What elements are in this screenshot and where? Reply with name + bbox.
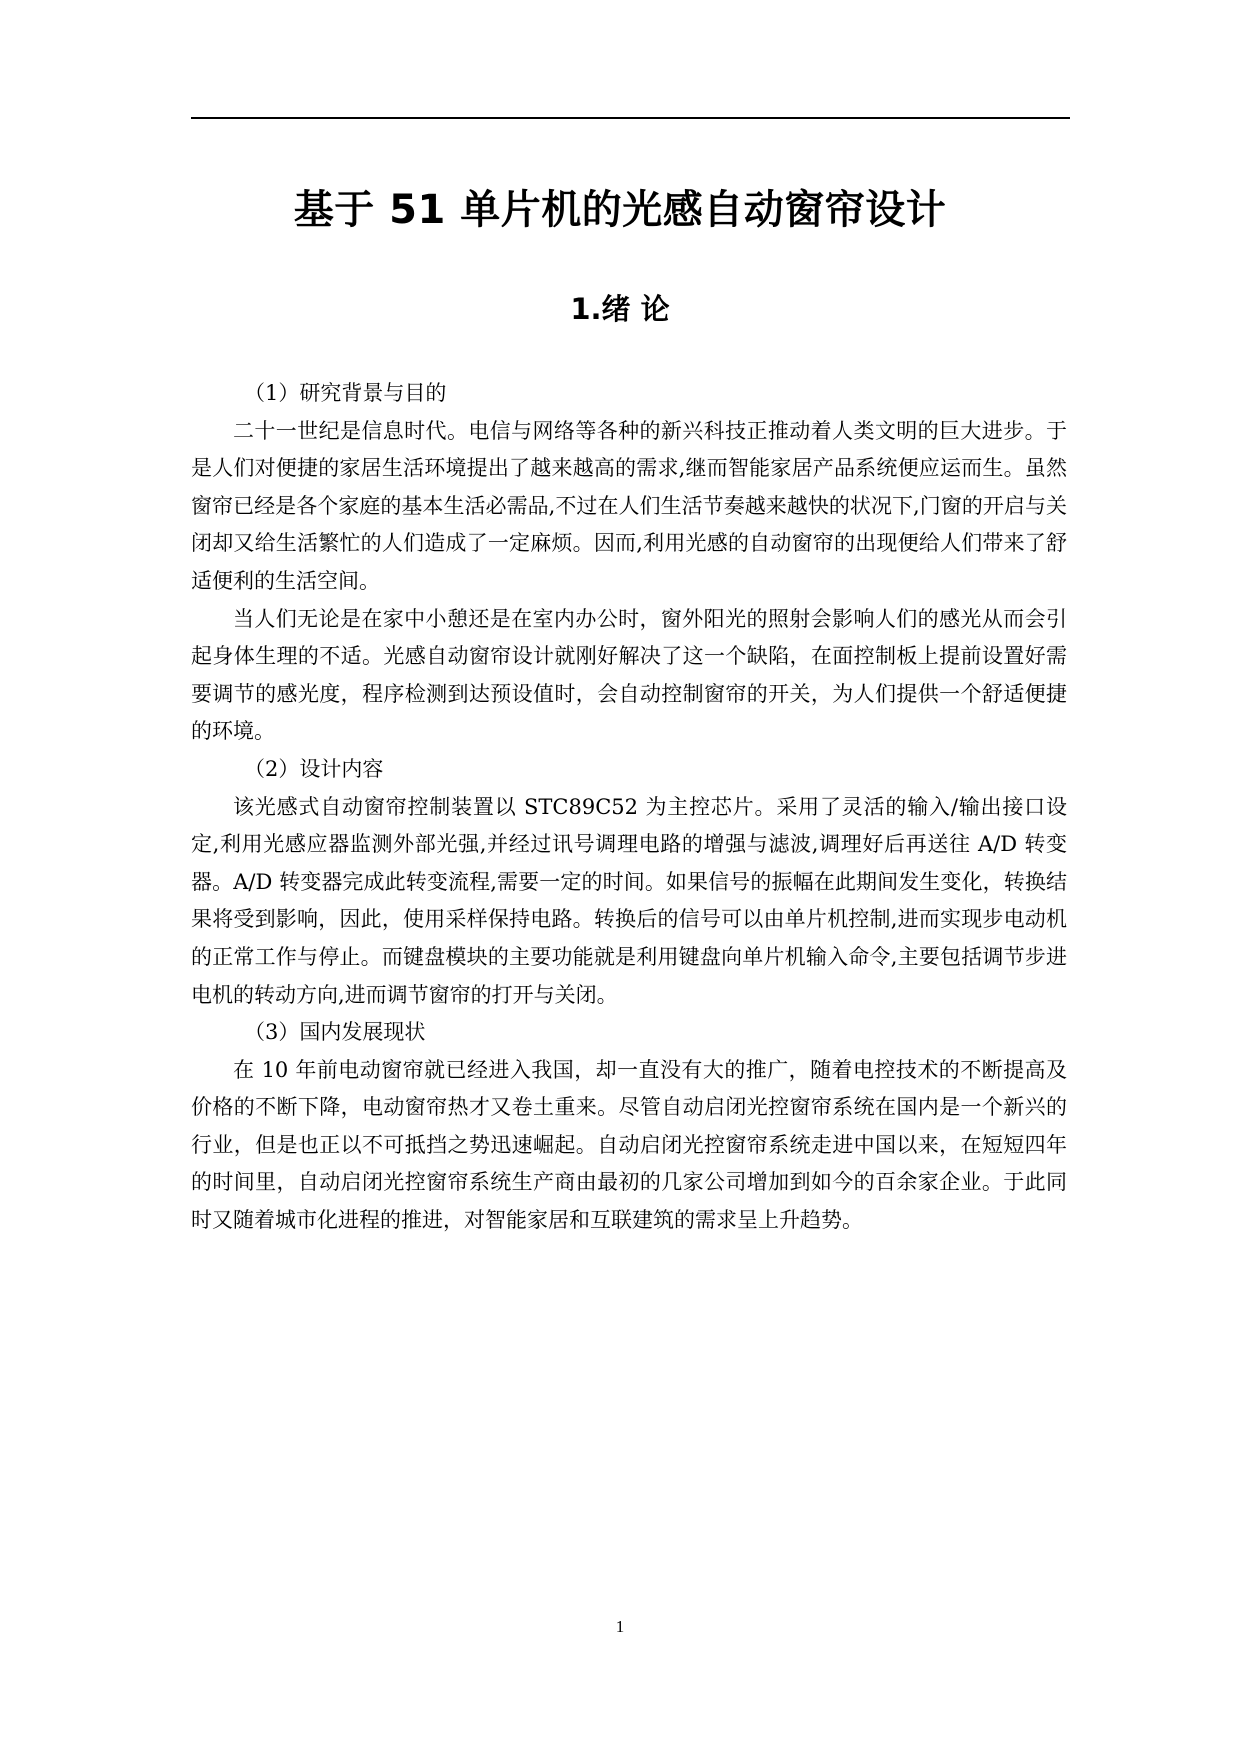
- section-heading: 1.绪 论: [570, 292, 670, 326]
- paragraph-background-1: 二十一世纪是信息时代。电信与网络等各种的新兴科技正推动着人类文明的巨大进步。于是人们对便捷的家居生活环境提出了越来越高的需求,继而智能家居产品系统便应运而生。虽然窗帘已经是各个家庭的基本生活必需品,不过在人们生活节奏越来越快的状况下,门窗的开启与关闭却又给生活繁忙的人们造成了一定麻烦。因而,利用光感的自动窗帘的出现便给人们带来了舒适便利的生活空间。: [191, 418, 1067, 593]
- paragraph-domestic-1: 在 10 年前电动窗帘就已经进入我国，却一直没有大的推广，随着电控技术的不断提高及价格的不断下降，电动窗帘热才又卷土重来。尽管自动启闭光控窗帘系统在国内是一个新兴的行业，但是也正以不可抵挡之势迅速崛起。自动启闭光控窗帘系统走进中国以来，在短短四年的时间里，自动启闭光控窗帘系统生产商由最初的几家公司增加到如今的百余家企业。于此同时又随着城市化进程的推进，对智能家居和互联建筑的需求呈上升趋势。: [191, 1057, 1067, 1233]
- subsection-heading-design: （2）设计内容: [244, 756, 384, 781]
- paragraph-background-2: 当人们无论是在家中小憩还是在室内办公时，窗外阳光的照射会影响人们的感光从而会引起身体生理的不适。光感自动窗帘设计就刚好解决了这一个缺陷，在面控制板上提前设置好需要调节的感光度，程序检测到达预设值时，会自动控制窗帘的开关，为人们提供一个舒适便捷的环境。: [191, 606, 1067, 744]
- subsection-heading-domestic: （3）国内发展现状: [244, 1020, 426, 1045]
- page-number: 1: [615, 1617, 625, 1636]
- document-body: [191, 375, 1067, 1240]
- header-rule: [191, 117, 1070, 119]
- subsection-heading-background: （1）研究背景与目的: [244, 381, 447, 405]
- paragraph-design-1: 该光感式自动窗帘控制装置以 STC89C52 为主控芯片。采用了灵活的输入/输出接口设定,利用光感应器监测外部光强,并经过讯号调理电路的增强与滤波,调理好后再送往 A/D 转变器。A/D 转变器完成此转变流程,需要一定的时间。如果信号的振幅在此期间发生变化，转换结果将受到影响，因此，使用采样保持电路。转换后的信号可以由单片机控制,进而实现步电动机的正常工作与停止。而键盘模块的主要功能就是利用键盘向单片机输入命令,主要包括调节步进电机的转动方向,进而调节窗帘的打开与关闭。: [191, 794, 1067, 1007]
- document-title: 基于 51 单片机的光感自动窗帘设计: [293, 187, 947, 233]
